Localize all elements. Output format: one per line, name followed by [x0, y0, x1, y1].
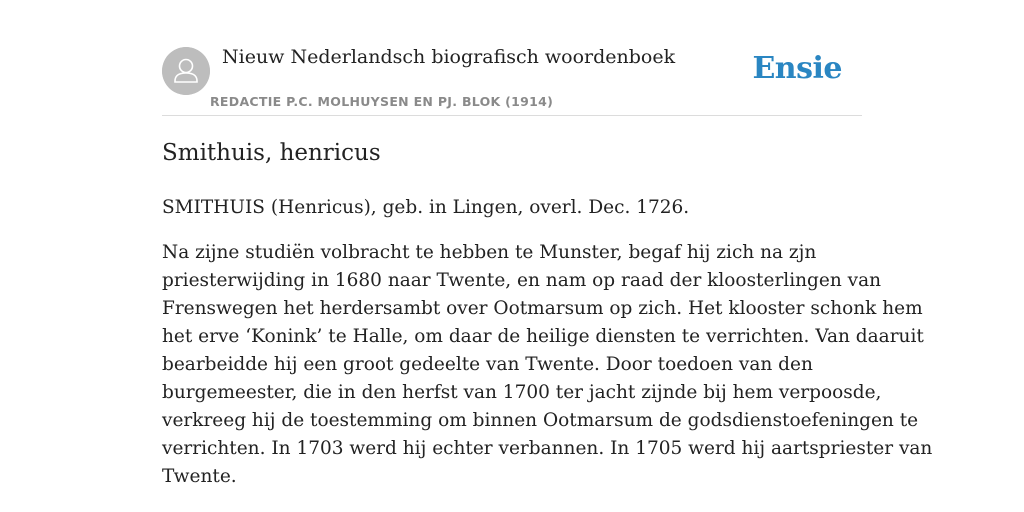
- entry-body-line: het erve ‘Konink’ te Halle, om daar de heilige diensten te verrichten. Van daaruit: [162, 326, 924, 347]
- entry-body-line: Na zijne studiën volbracht te hebben te Munster, begaf hij zich na zjn: [162, 242, 817, 263]
- source-header: [162, 40, 862, 116]
- source-title[interactable]: Nieuw Nederlandsch biografisch woordenboek: [222, 46, 676, 68]
- entry-body-line: Frenswegen het herdersambt over Ootmarsum op zich. Het klooster schonk hem: [162, 298, 923, 319]
- user-silhouette-icon: [162, 47, 210, 95]
- entry-body-line: burgemeester, die in den herfst van 1700 ter jacht zijnde bij hem verpoosde,: [162, 382, 882, 403]
- entry-body: [162, 239, 933, 491]
- ensie-logo-link[interactable]: Ensie: [752, 51, 842, 86]
- source-editors: REDACTIE P.C. MOLHUYSEN EN PJ. BLOK (1914): [210, 94, 554, 109]
- entry-body-line: bearbeidde hij een groot gedeelte van Twente. Door toedoen van den: [162, 354, 813, 375]
- entry-body-line: verkreeg hij de toestemming om binnen Ootmarsum de godsdienstoefeningen te: [162, 410, 919, 431]
- entry-body-line: priesterwijding in 1680 naar Twente, en nam op raad der kloosterlingen van: [162, 270, 882, 291]
- entry-title: Smithuis, henricus: [162, 140, 381, 166]
- entry-lead: SMITHUIS (Henricus), geb. in Lingen, overl. Dec. 1726.: [162, 197, 690, 218]
- entry-body-line: Twente.: [162, 466, 237, 487]
- entry-body-line: verrichten. In 1703 werd hij echter verbannen. In 1705 werd hij aartspriester van: [162, 438, 933, 459]
